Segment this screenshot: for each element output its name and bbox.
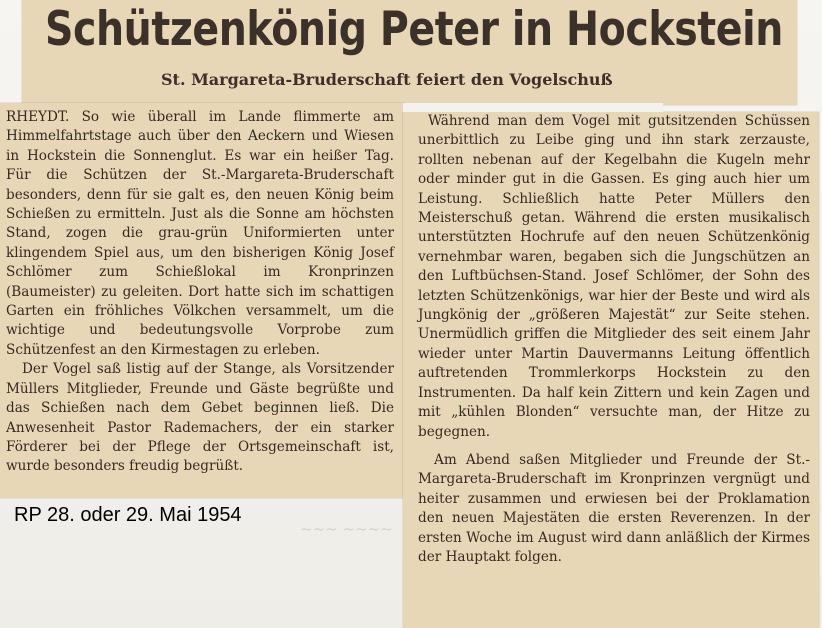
article-subheadline: St. Margareta-Bruderschaft feiert den Vogelschuß bbox=[161, 70, 613, 89]
article-paragraph: Der Vogel saß listig auf der Stange, als Vorsitzender Müllers Mitglieder, Freunde und Gäste begrüßte und das Schießen nach dem Gebet beginnen ließ. Die Anwesenheit Pastor Rademachers, der ein starker Förderer bei der Pflege der Ortsgemeinschaft ist, wurde besonders freudig begrüßt. bbox=[6, 361, 394, 475]
article-headline: Schützenkönig Peter in Hockstein bbox=[45, 2, 783, 57]
article-left-column bbox=[6, 108, 394, 477]
clipping-caption: RP 28. oder 29. Mai 1954 bbox=[14, 504, 242, 526]
article-right-column bbox=[418, 112, 810, 567]
article-paragraph: Am Abend saßen Mitglieder und Freunde der St.-Margareta-Bruderschaft im Kronprinzen vergnügt und heiter zusammen und erwiesen bei der Proklamation den neuen Majestäten die ersten Reverenzen. In der ersten Woche im August wird dann anläßlich der Kirmes der Hauptakt folgen. bbox=[418, 451, 810, 565]
paper-tear bbox=[403, 103, 663, 112]
article-paragraph: Während man dem Vogel mit gutsitzenden Schüssen unerbittlich zu Leibe ging und ihn stark zerzauste, rollten nebenan auf der Kegelbahn die Kugeln mehr oder minder gut in die Gassen. Es ging auch hier um Leistung. Schließlich hatte Peter Müllers den Meisterschuß getan. Während die ersten musikalisch unterstützten Hochrufe auf den neuen Schützenkönig vernehmbar waren, begaben sich die Jungschützen an den Luftbüchsen-Stand. Josef Schlömer, der Sohn des letzten Schützenkönigs, war hier der Beste und wird als Jungkönig der „größeren Majestät“ zur Seite stehen. Unermüdlich griffen die Mitglieder des seit einem Jahr wieder unter Martin Dauvermanns Leitung öffentlich auftretenden Trommlerkorps Hockstein zu den Instrumenten. Da half kein Zittern und kein Zagen und mit „kühlen Blonden“ versuchte man, der Hitze zu begegnen. bbox=[418, 113, 810, 440]
handwriting-faint: ~~~ ~~~~ bbox=[300, 520, 393, 538]
article-paragraph: RHEYDT. So wie überall im Lande flimmerte am Himmelfahrtstage auch über den Aeckern und Wiesen in Hockstein die Sonnenglut. Es war ein heißer Tag. Für die Schützen der St.-Margareta-Bruderschaft besonders, denn für sie galt es, den neuen König beim Schießen zu ermitteln. Just als die Sonne am höchsten Stand, zogen die grau-grün Uniformierten unter klingendem Spiel aus, um den bisherigen König Josef Schlömer zum Schießlokal im Kronprinzen (Baumeister) zu geleiten. Dort hatte sich im schattigen Garten ein fröhliches Völkchen versammelt, um die wichtige und bedeutungsvolle Vorprobe zum Schützenfest an den Kirmestagen zu erleben. bbox=[6, 109, 394, 358]
